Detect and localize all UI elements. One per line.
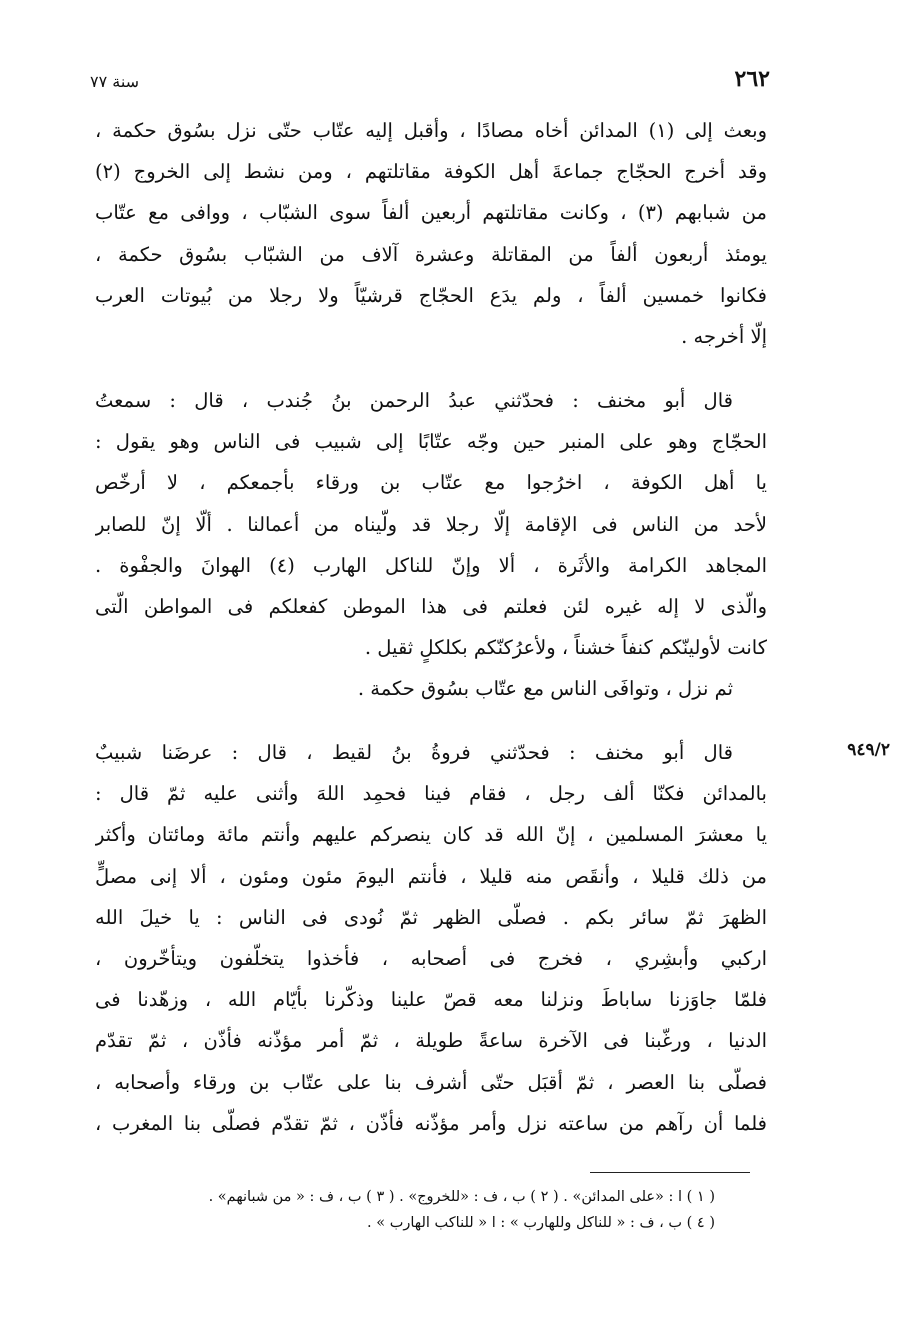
text-line: كانت لأولينّكم كنفاً خشناً ، ولأعرُكنّكم بكلكلٍ ثقيل .: [364, 636, 767, 660]
text-line: قال أبو مخنف : فحدّثني فروةُ بنُ لقيط ، قال : عرضَنا شبيبٌ: [95, 741, 733, 764]
text-line: والّذى لا إله غيره لئن فعلتم فى هذا الموطن كفعلكم فى المواطن الّتى: [95, 595, 767, 619]
footnote-line: ( ١ ) ا : «على المدائن» . ( ٢ ) ب ، ف : «للخروج» . ( ٣ ) ب ، ف : « من شبانهم» .: [208, 1189, 715, 1205]
page-number: ٢٦٢: [734, 66, 770, 92]
margin-reference: ٩٤٩/٢: [847, 740, 890, 760]
text-line: الظهرَ ثمّ سائر بكم . فصلّى الظهر ثمّ نُودى فى الناس : يا خيلَ الله: [95, 905, 767, 929]
text-line: الدنيا ، ورغّبنا فى الآخرة ساعةً طويلة ، ثمّ أمر مؤذّنه فأذّن ، ثمّ تقدّم: [95, 1029, 767, 1053]
text-line: اركبي وأبشِري ، فخرج فى أصحابه ، فأخذوا يتخلّفون ويتأخّرون ،: [95, 947, 767, 971]
text-line: الحجّاج وهو على المنبر حين وجّه عتّابًا إلى شبيب فى الناس وهو يقول :: [95, 430, 767, 454]
paragraph-3: [95, 732, 767, 1144]
text-line: المجاهد الكرامة والأثَرة ، ألا وإنّ للناكل الهارب (٤) الهوانَ والجفْوة .: [95, 553, 767, 577]
paragraph-2: [95, 380, 767, 710]
footnote-line: ( ٤ ) ب ، ف : « للناكل وللهارب » : ا « للناكب الهارب » .: [367, 1215, 715, 1231]
text-line: فلما أن رآهم من ساعته نزل وأمر مؤذّنه فأذّن ، ثمّ تقدّم فصلّى بنا المغرب ،: [95, 1111, 767, 1135]
text-line: بالمدائن فكنّا ألف رجل ، فقام فينا فحمِد اللهَ وأثنى عليه ثمّ قال :: [95, 782, 767, 806]
text-line: فلمّا جاوَزنا ساباطَ ونزلنا معه قصّ علينا وذكّرنا بأيّام الله ، وزهّدنا فى: [95, 988, 767, 1012]
text-line: من ذلك قليلا ، وأنقَص منه قليلا ، فأنتم اليومَ مئون ومئون ، ألا إنى مصلٍّ: [95, 864, 767, 888]
text-line: وبعث إلى (١) المدائن أخاه مصادًا ، وأقبل إليه عتّاب حتّى نزل بسُوق حكمة ،: [95, 119, 767, 142]
year-label: سنة ٧٧: [90, 72, 140, 91]
text-line: يومئذ أربعون ألفاً من المقاتلة وعشرة آلاف من الشبّاب بسُوق حكمة ،: [95, 242, 767, 266]
text-line: فصلّى بنا العصر ، ثمّ أقبَل حتّى أشرف بنا على عتّاب بن ورقاء وأصحابه ،: [95, 1070, 767, 1094]
text-line: إلّا أخرجه .: [681, 325, 767, 349]
page-header: [90, 66, 770, 96]
text-line: يا معشرَ المسلمين ، إنّ الله قد كان ينصركم عليهم وأنتم مائة ومائتان وأكثر: [95, 823, 767, 847]
paragraph-1: [95, 110, 767, 357]
text-line: وقد أخرج الحجّاج جماعةَ أهل الكوفة مقاتلتهم ، ومن نشط إلى الخروج (٢): [95, 160, 767, 184]
text-line: فكانوا خمسين ألفاً ، ولم يدَع الحجّاج قرشيّاً ولا رجلا من بُيوتات العرب: [95, 283, 767, 307]
text-line: قال أبو مخنف : فحدّثني عبدُ الرحمن بنُ جُندب ، قال : سمعتُ: [95, 389, 733, 412]
text-line: لأحد من الناس فى الإقامة إلّا رجلا قد ولّيناه من أعمالنا . ألّا إنّ للصابر: [95, 512, 767, 536]
footnote-divider: [590, 1172, 750, 1173]
text-line: يا أهل الكوفة ، اخرُجوا مع عتّاب بن ورقاء بأجمعكم ، لا أرخّص: [95, 471, 767, 495]
text-line: من شبابهم (٣) ، وكانت مقاتلتهم أربعين ألفاً سوى الشبّاب ، ووافى مع عتّاب: [95, 201, 767, 225]
text-line: ثم نزل ، وتوافَى الناس مع عتّاب بسُوق حكمة .: [357, 677, 733, 701]
footnotes: [95, 1184, 715, 1236]
